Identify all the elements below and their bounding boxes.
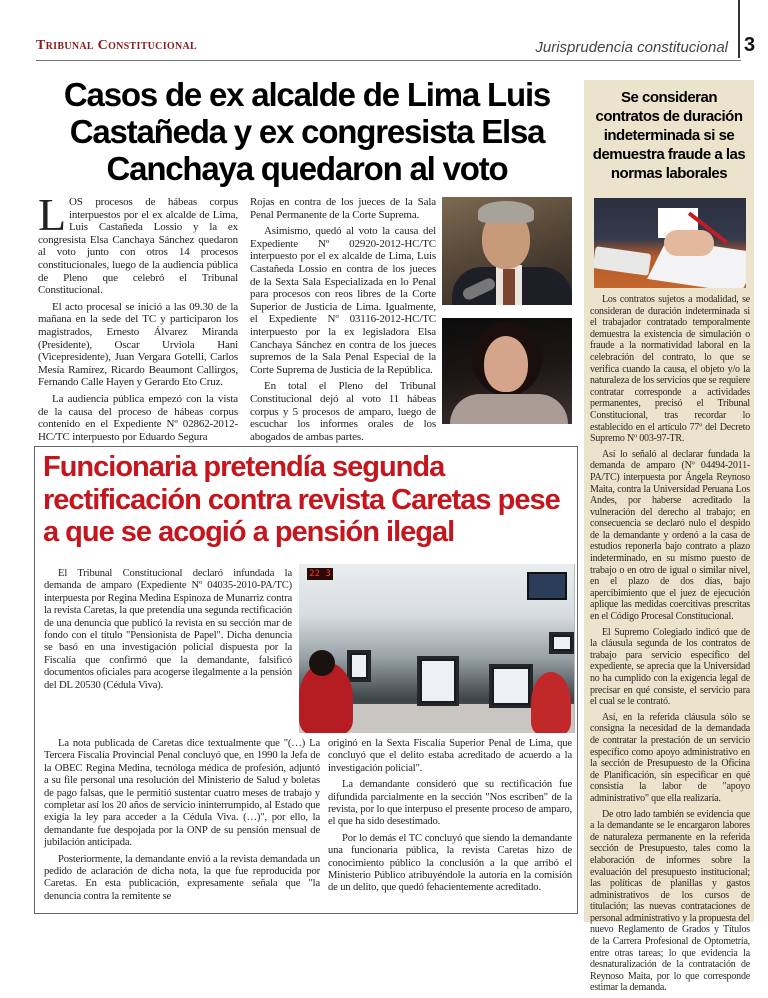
dropcap: L — [38, 189, 66, 240]
sidebar-paragraph: Así lo señaló al declarar fundada la demanda de amparo (Nº 04494-2011-PA/TC) interpuesta por Ángela Reynoso Maita, contra la Universidad Peruana Los Andes, por haberse acreditado la vulneración del derecho al trabajo; en consecuencia se declaró nulo el despido de la demandante y ordenó a la casa de estudios reponerla bajo contrato a plazo indeterminado, en su mismo puesto de trabajo o en otro de igual o similar nivel, en el plazo de dos días, bajo apercibimiento que el juez de ejecución aplique las medidas coercitivas prescritas en el Código Procesal Constitucional. — [590, 448, 750, 623]
header-divider — [36, 60, 741, 61]
story1-column-2 — [250, 196, 436, 447]
story2-paragraph: Por lo demás el TC concluyó que siendo la demandante una funcionaria pública, la revista Caretas hizo de conocimiento público la conclusión a la que arribó el Ministerio Público atribuyéndole la autoría en la comisión de un delito, que quedó fehacientemente acreditado. — [328, 832, 572, 894]
sidebar-paragraph: De otro lado también se evidencia que a la demandante se le encargaron labores de naturaleza permanente en la referida sección de Presupuesto, tales como la elaboración de informes sobre la evaluación del presupuesto institucional; las políticas de planillas y gastos administrativos de los cursos de titulación; las nuevas contrataciones de personal administrativo y la propuesta del nuevo Reglamento de Grados y Títulos de la Carrera Profesional de Optometría, entre otras tareas; lo que evidencia la desnaturalización de la contratación de Reynoso Maita, por lo que corresponde estimar la demanda. — [590, 808, 750, 994]
story2-paragraph: La nota publicada de Caretas dice textualmente que "(…) La Tercera Fiscalía Provincial Penal concluyó que, en 1990 la Jefa de la OBEC Regina Medina, tecnóloga médica de profesión, adjuntó a su file personal una resolución del Ministerio de Salud y boletas de pago falsas, que le permitió sustentar cuatro meses de trabajo y completar así los 20 años de servicio ininterrumpido, al Estado que exigía la ley para acceder a la Cédula Viva. (…)", por ello, la demandante fue despojada por la ONP de su pensión mensual de jubilación anticipada. — [44, 738, 320, 849]
story2-paragraph: El Tribunal Constitucional declaró infundada la demanda de amparo (Expediente Nº 04035-2010-PA/TC) interpuesta por Regina Medina Espinoza de Munarriz contra la revista Caretas, la que pretendía una segunda rectificación de una denuncia que publicó la revista en su sección mar de fondo con el título "Pensionista de Papel". Dicha denuncia se basó en una investigación policial dispuesta por la Fiscalía que confirmó que la demandante, falsificó documentos oficiales para acogerse ilegalmente a la pensión del DL 20530 (Cédula Viva). — [44, 568, 292, 691]
story2-headline: Funcionaria pretendía segunda rectificación contra revista Caretas pese a que se acogió a pensión ilegal — [43, 451, 560, 548]
story2-column-right — [328, 738, 572, 899]
story1-lead-text: OS procesos de hábeas corpus interpuestos por el ex alcalde de Lima, Luis Castañeda Lossio y la ex congresista Elsa Canchaya Sánchez quedaron al voto junto con otros 14 procesos constitucionales, luego de la audiencia pública de Pleno que celebró el Tribunal Constitucional. — [38, 196, 238, 297]
photo-luis-castaneda — [442, 197, 572, 305]
tv-screen — [527, 572, 567, 600]
sidebar-body — [590, 294, 750, 998]
photo-elsa-canchaya — [442, 318, 572, 424]
story2-paragraph: La demandante consideró que su rectificación fue difundida parcialmente en la sección "Nos escriben" de la revista, por lo que interpuso el presente proceso de amparo, el que ha sido desestimado. — [328, 779, 572, 828]
story2-paragraph: Posteriormente, la demandante envió a la revista demandada un pedido de aclaración de dicha nota, la que fue reproducida por Caretas. En esta publicación, expresamente señala que "la denuncia contra la remitente se — [44, 853, 320, 902]
story2-paragraph: originó en la Sexta Fiscalía Superior Penal de Lima, que concluyó que el delito estaba acreditado de acuerdo a la investigación policial". — [328, 738, 572, 774]
story2-column-top — [44, 568, 292, 696]
sidebar-paragraph: El Supremo Colegiado indicó que de la cláusula segunda de los contratos de trabajo para servicio específico del expediente, se aprecia que la Universidad no ha cumplido con la exigencia legal de precisar en qué consiste, el servicio para el cual se le contrató. — [590, 626, 750, 708]
story1-paragraph — [38, 189, 238, 297]
sidebar-story — [584, 80, 754, 994]
story1-paragraph: Rojas en contra de los jueces de la Sala Penal Permanente de la Corte Suprema. — [250, 196, 436, 221]
clock-display: 22 3 — [307, 568, 333, 580]
page-number: 3 — [744, 34, 756, 56]
sidebar-headline: Se consideran contratos de duración indeterminada si se demuestra fraude a las normas laborales — [592, 89, 746, 182]
story1-column-1 — [38, 189, 238, 447]
section-title: Tribunal Constitucional — [36, 38, 197, 53]
sidebar-paragraph: Así, en la referida cláusula sólo se consigna la necesidad de la demandada de contratar la prestación de un servicio específico como apoyo administrativo en la sección de Presupuesto de la Oficina de Planificación, sin especificar en qué consistía la labor de "apoyo administrativo" que ella realizaría. — [590, 711, 750, 804]
story1-paragraph: En total el Pleno del Tribunal Constitucional dejó al voto 11 hábeas corpus y 5 procesos de amparo, luego de escuchar los informes orales de los abogados de ambas partes. — [250, 380, 436, 443]
story1-paragraph: El acto procesal se inició a las 09.30 de la mañana en la sede del TC y participaron los magistrados, Ernesto Álvarez Miranda (Presidente), Oscar Urviola Hani (Vicepresidente), Juan Vergara Gotelli, Carlos Mesía Ramírez, Ricardo Beaumont Callirgos, Fernando Calle Hayen y Gerardo Eto Cruz. — [38, 300, 238, 389]
story1-headline: Casos de ex alcalde de Lima Luis Castañeda y ex congresista Elsa Canchaya quedaron al voto — [63, 76, 551, 187]
sidebar-paragraph: Los contratos sujetos a modalidad, se consideran de duración indeterminada si el trabajador contratado temporalmente demuestra la existencia de simulación o fraude a la normatividad laboral en la celebración del contrato, lo que se verifica cuando la causa, el objeto y/o la naturaleza de los servicios que se requiere contratar corresponde a actividades permanentes, precisó el Tribunal Constitucional, tras recordar lo establecido en el artículo 77º del Decreto Supremo Nº 003-97-TR. — [590, 294, 750, 445]
story1-paragraph: Asimismo, quedó al voto la causa del Expediente Nº 02920-2012-HC/TC interpuesto por el ex alcalde de Lima, Luis Castañeda Lossio en contra de los jueces de la Sexta Sala Especializada en lo Penal para procesos con reos libres de la Corte Superior de Justicia de Lima. Igualmente, el Expediente Nº 03116-2012-HC/TC interpuesto por la ex legisladora Elsa Canchaya Sánchez en contra de los jueces supremos de la Sala Penal Especial de la Corte Suprema de Justicia de la República. — [250, 225, 436, 376]
photo-contract-signing — [594, 198, 746, 288]
category-title: Jurisprudencia constitucional — [535, 39, 728, 56]
story2-column-left — [44, 738, 320, 907]
story1-paragraph: La audiencia pública empezó con la vista de la causa del proceso de hábeas corpus contenido en el Expediente Nº 02862-2012-HC/TC interpuesto por Eduardo Segura — [38, 392, 238, 443]
header-vertical-rule — [738, 0, 740, 58]
photo-newsroom — [299, 564, 575, 733]
